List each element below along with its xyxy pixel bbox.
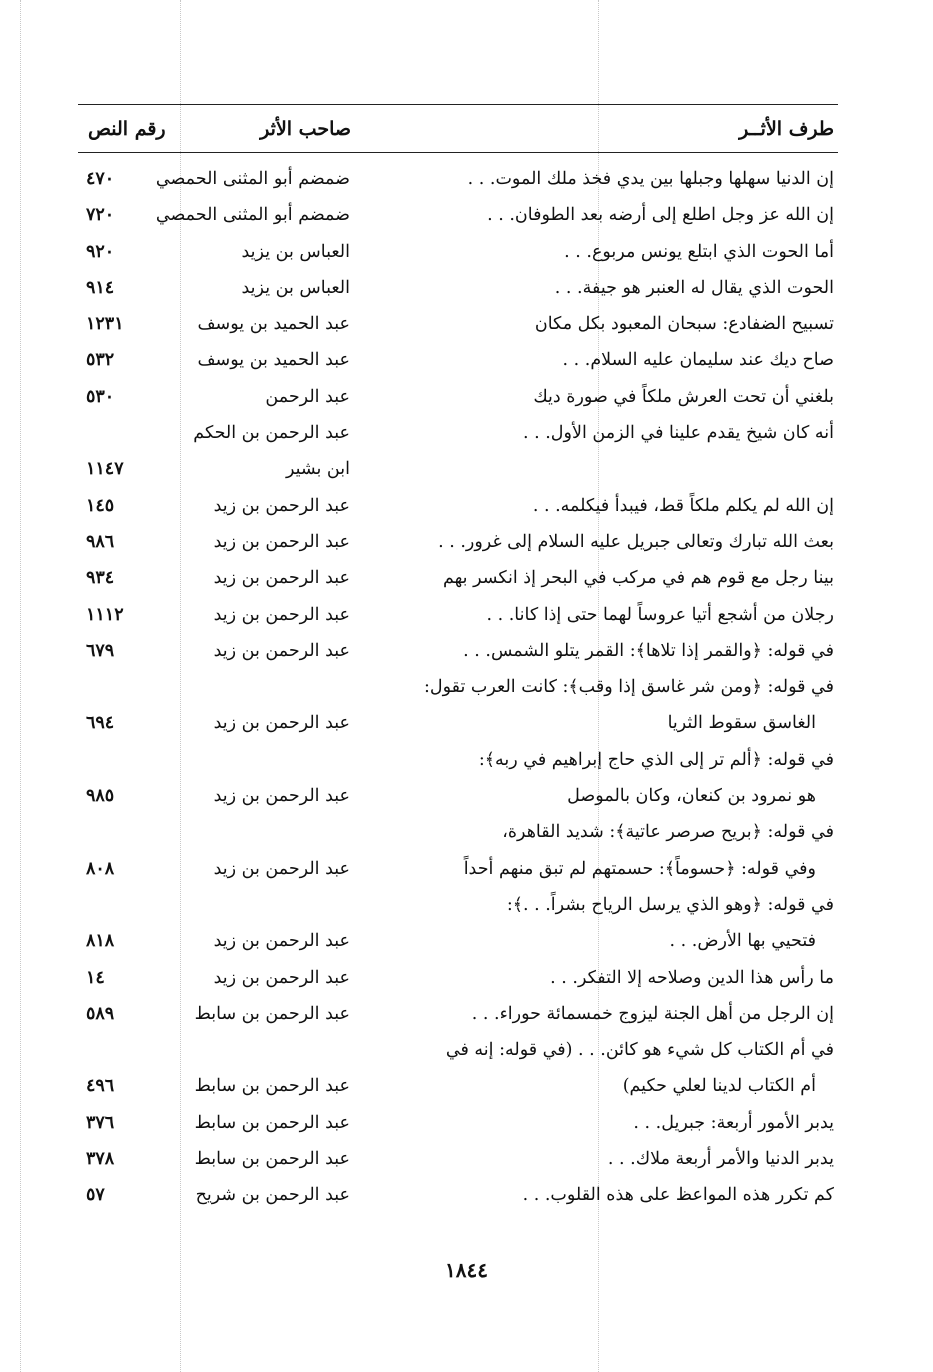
table-row — [78, 960, 838, 996]
table-row — [78, 814, 838, 850]
table-row — [78, 1032, 838, 1068]
row-number: ٩٨٥ — [86, 786, 115, 807]
row-text: إن الله عز وجل اطلع إلى أرضه بعد الطوفان. . . — [487, 205, 834, 226]
row-number: ٩١٤ — [86, 277, 115, 298]
row-author: عبد الرحمن بن سابط — [194, 1112, 350, 1133]
page-number: ١٨٤٤ — [445, 1258, 488, 1282]
row-number: ٩٨٦ — [86, 531, 115, 552]
row-text: بعث الله تبارك وتعالى جبريل عليه السلام إلى غرور. . . — [438, 531, 834, 552]
table-row — [78, 778, 838, 814]
table-row — [78, 342, 838, 378]
table-row — [78, 597, 838, 633]
row-number: ٤٩٦ — [86, 1076, 115, 1097]
row-author: عبد الرحمن بن زيد — [213, 931, 350, 952]
table-row — [78, 306, 838, 342]
table-header — [78, 110, 838, 148]
row-text: أنه كان شيخ يقدم علينا في الزمن الأول. . . — [522, 423, 834, 444]
scan-margin-dots — [20, 0, 21, 1372]
row-number: ٩٣٤ — [86, 568, 115, 589]
row-text: ما رأس هذا الدين وصلاحه إلا التفكر. . . — [550, 967, 834, 988]
row-text: أم الكتاب لدينا لعلي حكيم) — [622, 1076, 816, 1097]
table-row — [78, 1105, 838, 1141]
row-text: صاح ديك عند سليمان عليه السلام. . . — [562, 350, 834, 371]
row-text: الحوت الذي يقال له العنبر هو جيفة. . . — [554, 277, 834, 298]
row-author: العباس بن يزيد — [241, 241, 350, 262]
row-author: عبد الرحمن بن زيد — [213, 604, 350, 625]
table-row — [78, 923, 838, 959]
row-number: ٣٧٨ — [86, 1149, 115, 1170]
row-number: ٦٩٤ — [86, 713, 115, 734]
row-text: إن الرجل من أهل الجنة ليزوج خمسمائة حوراء. . . — [471, 1003, 834, 1024]
table-row — [78, 996, 838, 1032]
row-author: عبد الرحمن — [265, 386, 350, 407]
row-text: إن الله لم يكلم ملكاً قط، فيبدأ فيكلمه. . . — [532, 495, 834, 516]
top-rule — [78, 104, 838, 105]
row-text: إن الدنيا سهلها وجبلها بين يدي فخذ ملك الموت. . . — [467, 169, 834, 189]
row-author: ضمضم أبو المثنى الحمصي — [155, 169, 350, 189]
table-row — [78, 270, 838, 306]
row-number: ٨٠٨ — [86, 858, 115, 879]
table-row — [78, 1068, 838, 1104]
row-number: ١٢٣١ — [86, 314, 124, 335]
row-author: ضمضم أبو المثنى الحمصي — [155, 205, 350, 226]
row-author: العباس بن يزيد — [241, 277, 350, 298]
header-text-column: طرف الأثــر — [739, 118, 834, 140]
row-number: ٣٧٦ — [86, 1112, 115, 1133]
table-row — [78, 379, 838, 415]
row-author: عبد الرحمن بن سابط — [194, 1076, 350, 1097]
row-number: ٥٣٢ — [86, 350, 115, 371]
table-row — [78, 197, 838, 233]
row-author: عبد الرحمن بن الحكم — [193, 423, 350, 444]
row-text: في قوله: ﴿ومن شر غاسق إذا وقب﴾: كانت العرب تقول: — [423, 677, 834, 698]
table-row — [78, 161, 838, 197]
header-number-column: رقم النص — [88, 118, 166, 140]
row-author: عبد الرحمن بن زيد — [213, 531, 350, 552]
row-text: يدبر الأمور أربعة: جبريل. . . — [633, 1112, 834, 1133]
row-number: ٥٨٩ — [86, 1003, 115, 1024]
table-row — [78, 451, 838, 487]
row-author: عبد الحميد بن يوسف — [197, 314, 350, 335]
row-text: فتحيي بها الأرض. . . — [669, 931, 816, 952]
row-text: وفي قوله: ﴿حسوماً﴾: حسمتهم لم تبق منهم أحداً — [463, 858, 816, 879]
table-row — [78, 560, 838, 596]
row-author: عبد الرحمن بن زيد — [213, 713, 350, 734]
row-text: أما الحوت الذي ابتلع يونس مربوع. . . — [564, 241, 834, 262]
header-rule — [78, 152, 838, 153]
row-author: عبد الحميد بن يوسف — [197, 350, 350, 371]
table-row — [78, 488, 838, 524]
row-text: في قوله: ﴿وهو الذي يرسل الرياح بشراً. . .﴾: — [506, 894, 834, 915]
table-row — [78, 705, 838, 741]
row-number: ٦٧٩ — [86, 640, 115, 661]
row-text: هو نمرود بن كنعان، وكان بالموصل — [567, 786, 816, 807]
row-text: كم تكرر هذه المواعظ على هذه القلوب. . . — [522, 1185, 834, 1206]
table-row — [78, 415, 838, 451]
row-author: عبد الرحمن بن شريح — [195, 1185, 350, 1206]
row-number: ٨١٨ — [86, 931, 115, 952]
table-row — [78, 633, 838, 669]
row-text: رجلان من أشجع أتيا عروساً لهما حتى إذا كانا. . . — [486, 604, 834, 625]
row-number: ٩٢٠ — [86, 241, 115, 262]
row-text: في قوله: ﴿والقمر إذا تلاها﴾: القمر يتلو الشمس. . . — [463, 640, 834, 661]
header-author-column: صاحب الأثر — [260, 118, 351, 140]
row-number: ٤٧٠ — [86, 169, 115, 189]
table-row — [78, 1177, 838, 1213]
row-author: عبد الرحمن بن زيد — [213, 967, 350, 988]
row-text: بلغني أن تحت العرش ملكاً في صورة ديك — [533, 386, 834, 407]
row-text: بينا رجل مع قوم هم في مركب في البحر إذ انكسر بهم — [442, 568, 834, 589]
row-number: ١٤٥ — [86, 495, 115, 516]
row-author: عبد الرحمن بن زيد — [213, 858, 350, 879]
table-row — [78, 742, 838, 778]
row-author: عبد الرحمن بن زيد — [213, 568, 350, 589]
row-text: الغاسق سقوط الثريا — [667, 713, 816, 734]
row-text: تسبيح الضفادع: سبحان المعبود بكل مكان — [534, 314, 834, 335]
row-number: ١١٤٧ — [86, 459, 124, 480]
row-text: في أم الكتاب كل شيء هو كائن. . . (في قوله: إنه في — [445, 1040, 834, 1061]
row-author: ابن بشير — [285, 459, 350, 480]
table-row — [78, 524, 838, 560]
index-table — [78, 161, 838, 1214]
table-row — [78, 851, 838, 887]
row-author: عبد الرحمن بن سابط — [194, 1149, 350, 1170]
row-author: عبد الرحمن بن سابط — [194, 1003, 350, 1024]
row-text: في قوله: ﴿ألم تر إلى الذي حاج إبراهيم في ربه﴾: — [478, 749, 834, 770]
row-number: ٥٣٠ — [86, 386, 115, 407]
table-row — [78, 669, 838, 705]
row-number: ١١١٢ — [86, 604, 124, 625]
row-author: عبد الرحمن بن زيد — [213, 495, 350, 516]
row-author: عبد الرحمن بن زيد — [213, 640, 350, 661]
table-row — [78, 1141, 838, 1177]
row-text: يدبر الدنيا والأمر أربعة ملاك. . . — [607, 1149, 834, 1170]
row-number: ٥٧ — [86, 1185, 105, 1206]
table-row — [78, 234, 838, 270]
row-text: في قوله: ﴿بريح صرصر عاتية﴾: شديد القاهرة، — [502, 822, 834, 843]
row-author: عبد الرحمن بن زيد — [213, 786, 350, 807]
row-number: ٧٢٠ — [86, 205, 115, 226]
row-number: ١٤ — [86, 967, 105, 988]
table-row — [78, 887, 838, 923]
